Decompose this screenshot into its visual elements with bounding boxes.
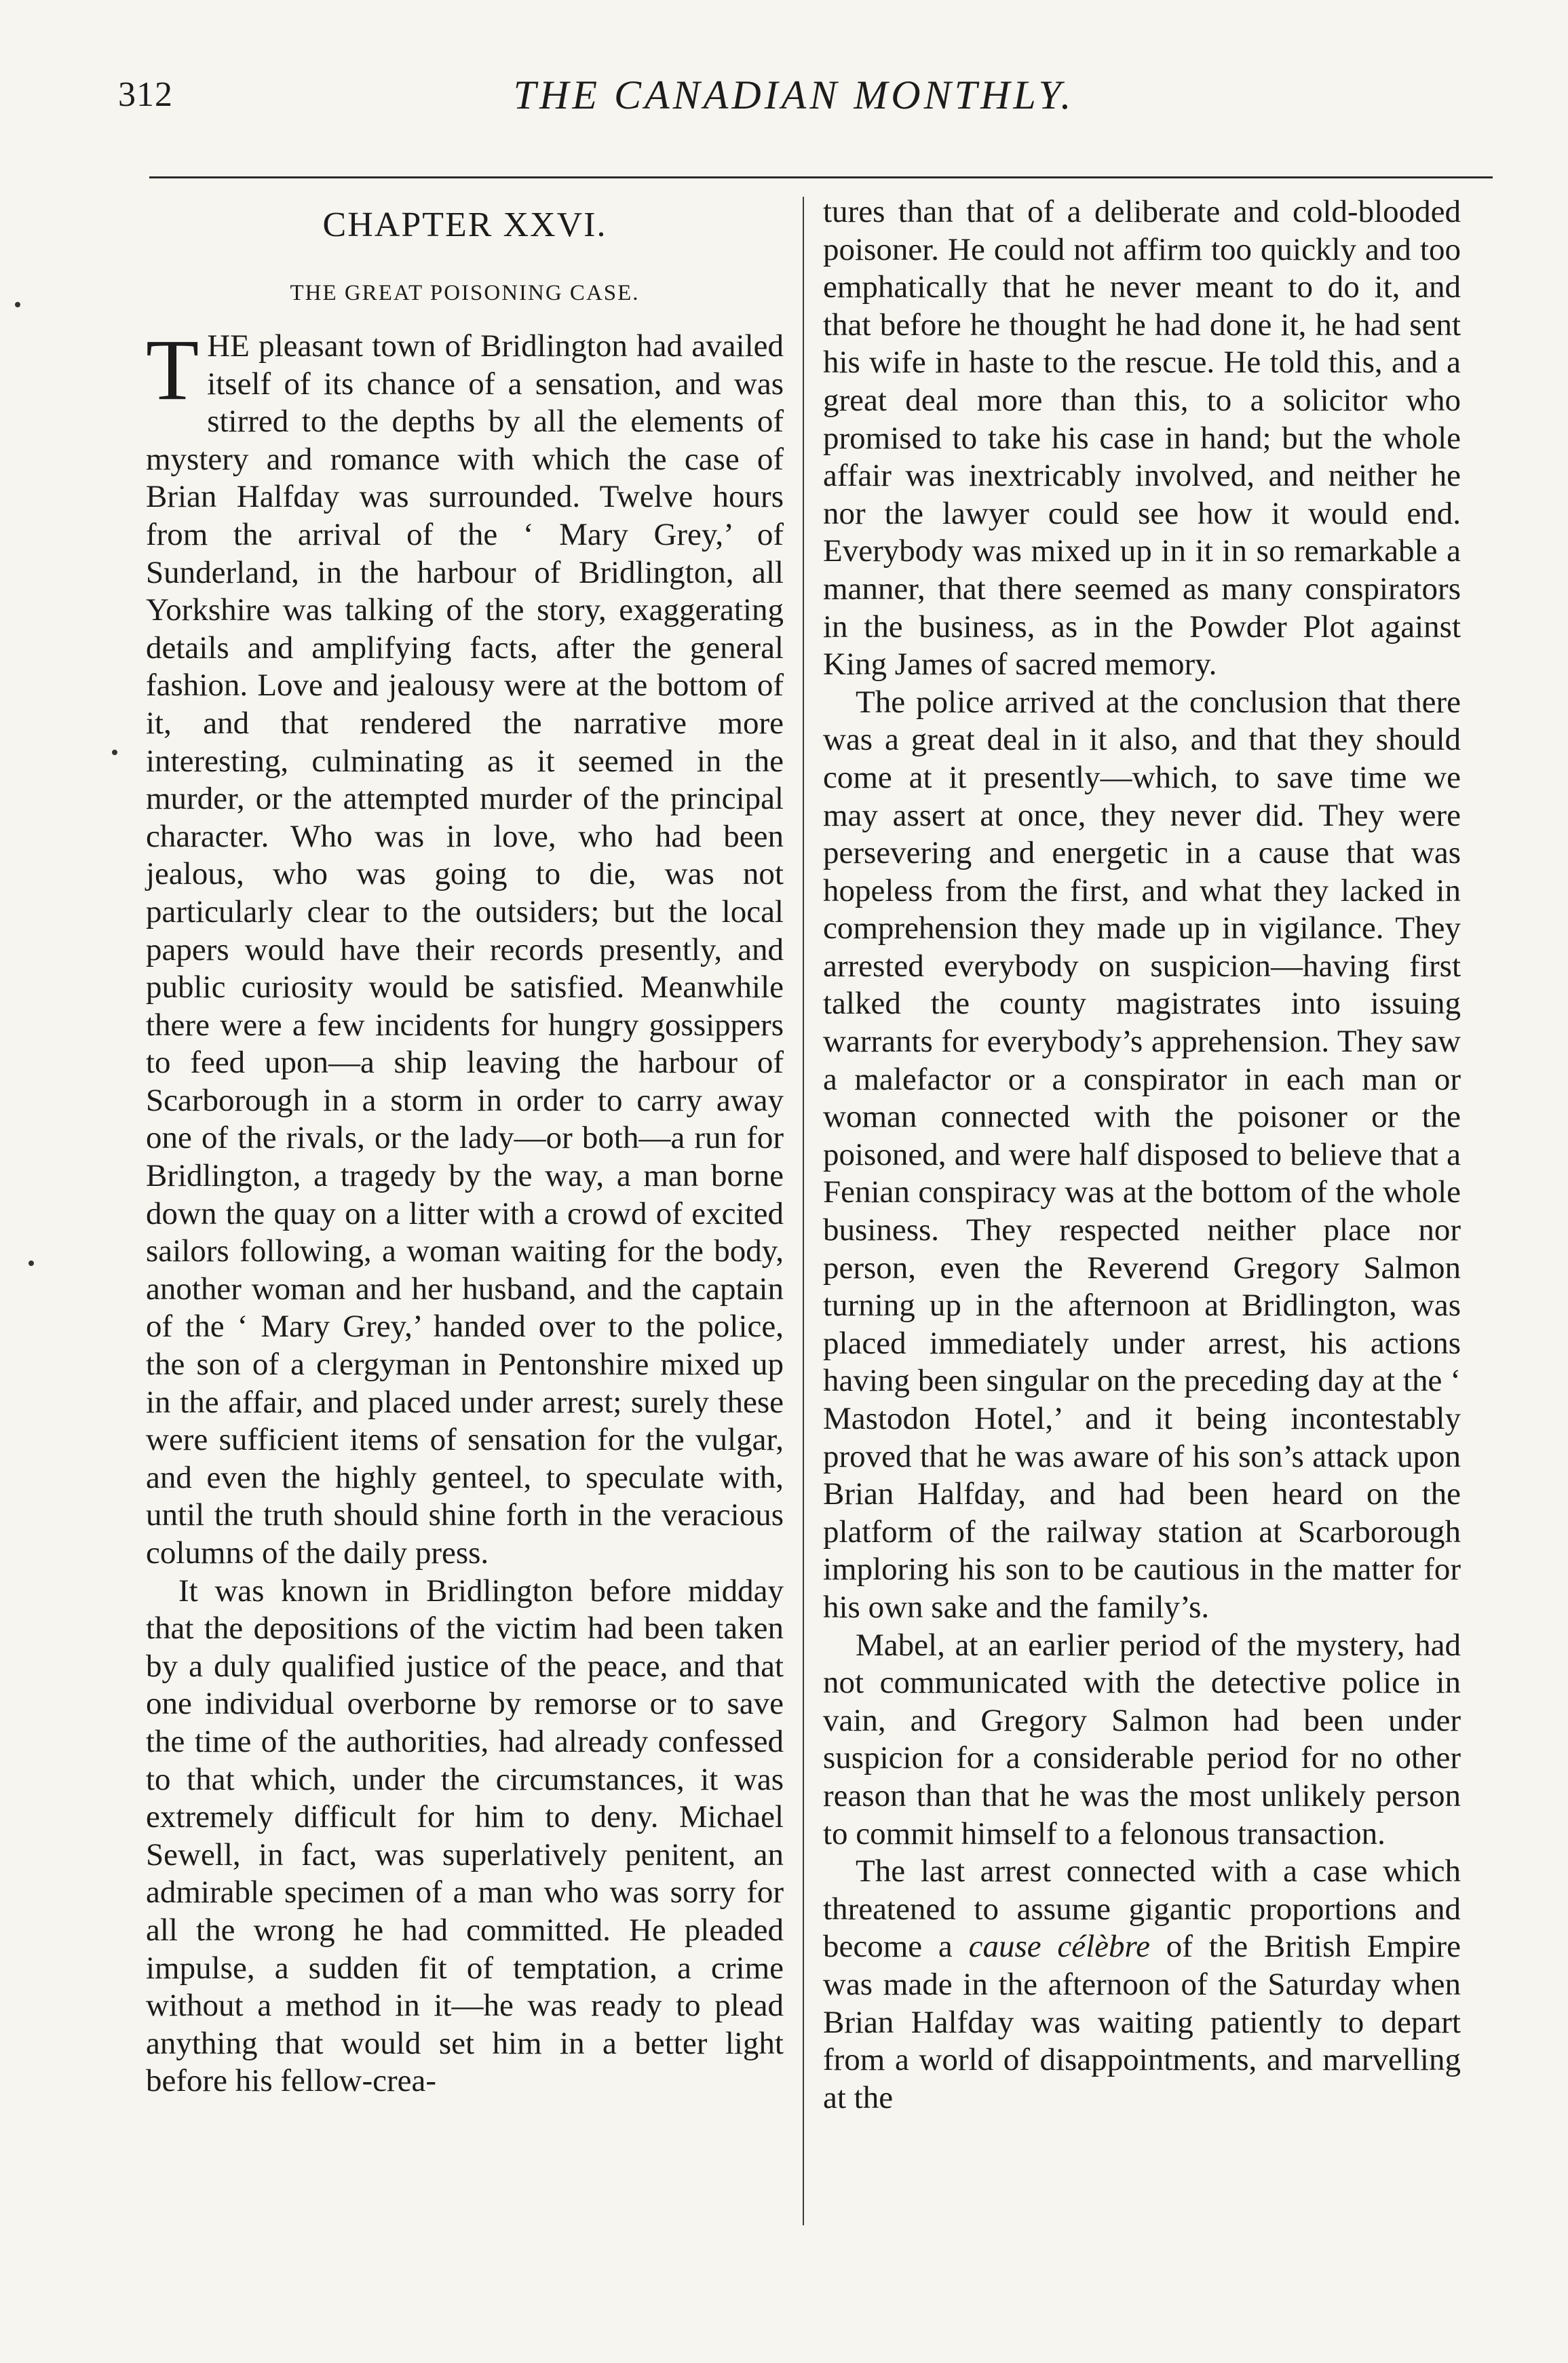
- paragraph-text: of the British Empire was made in the afternoon of the Saturday when Brian Halfday was waiting patiently to depart from a world of disappointments, and marvelling at the: [823, 1929, 1461, 2115]
- paragraph: [823, 1853, 1461, 2117]
- chapter-title: CHAPTER XXVI.: [322, 206, 607, 244]
- header-rule: [149, 176, 1493, 178]
- chapter-subtitle: THE GREAT POISONING CASE.: [290, 281, 640, 305]
- italic-phrase: cause célèbre: [968, 1929, 1150, 1965]
- paragraph: [146, 322, 784, 1573]
- print-speck: [15, 302, 20, 307]
- paragraph: It was known in Bridlington before midday that the depositions of the victim had been taken by a duly qualified justice of the peace, and that one individual overborne by remorse or to save the time of the authorities, had already confessed to that which, under the circumstances, it was extremely difficult for him to deny. Michael Sewell, in fact, was superlatively penitent, an admirable specimen of a man who was sorry for all the wrong he had committed. He pleaded impulse, a sudden fit of temptation, a crime without a method in it—he was ready to plead anything that would set him in a better light before his fellow-crea-: [146, 1573, 784, 2099]
- paragraph: tures than that of a deliberate and cold-blooded poisoner. He could not affirm too quickly and too emphatically that he never meant to do it, and that before he thought he had done it, he had sent his wife in haste to the rescue. He told this, and a great deal more than this, to a solicitor who promised to take his case in hand; but the whole affair was inextricably involved, and neither he nor the lawyer could see how it would end. Everybody was mixed up in it in so remarkable a manner, that there seemed as many conspirators in the business, as in the Powder Plot against King James of sacred memory.: [823, 194, 1461, 683]
- column-divider: [803, 197, 804, 2225]
- running-head: [102, 65, 1486, 126]
- paragraph: Mabel, at an earlier period of the mystery, had not communicated with the detective police in vain, and Gregory Salmon had been under suspicion for a considerable period for no other reason than that he was the most unlikely person to commit himself to a felonous transaction.: [823, 1627, 1461, 1851]
- left-column: [146, 193, 784, 2100]
- paragraph: The police arrived at the conclusion that there was a great deal in it also, and that they should come at it presently—which, to save time we may assert at once, they never did. They were persevering and energetic in a cause that was hopeless from the first, and what they lacked in comprehension they made up in vigilance. They arrested everybody on suspicion—having first talked the county magistrates into issuing warrants for everybody’s apprehension. They saw a malefactor or a conspirator in each man or woman connected with the poisoner or the poisoned, and were half disposed to believe that a Fenian conspiracy was at the bottom of the whole business. They respected neither place nor person, even the Reverend Gregory Salmon turning up in the afternoon at Bridlington, was placed immediately under arrest, his actions having been singular on the preceding day at the ‘ Mastodon Hotel,’ and it being incontestably proved that he was aware of his son’s attack upon Brian Halfday, and had been heard on the platform of the railway station at Scarborough imploring his son to be cautious in the matter for his own sake and the family’s.: [823, 684, 1461, 1625]
- paragraph-text: HE pleasant town of Bridlington had availed itself of its chance of a sensation, and was stirred to the depths by all the elements of mystery and romance with which the case of Brian Halfday was surrounded. Twelve hours from the arrival of the ‘ Mary Grey,’ of Sunderland, in the harbour of Bridlington, all Yorkshire was talking of the story, exaggerating details and amplifying facts, after the general fashion. Love and jealousy were at the bottom of it, and that rendered the narrative more interesting, culminating as it seemed in the murder, or the attempted murder of the principal character. Who was in love, who had been jealous, who was going to die, was not particularly clear to the outsiders; but the local papers would have their records presently, and public curiosity would be satisfied. Meanwhile there were a few incidents for hungry gossippers to feed upon—a ship leaving the harbour of Scarborough in a storm in order to carry away one of the rivals, or the lady—or both—a run for Bridlington, a tragedy by the way, a man borne down the quay on a litter with a crowd of excited sailors following, a woman waiting for the body, another woman and her husband, and the captain of the ‘ Mary Grey,’ handed over to the police, the son of a clergyman in Pentonshire mixed up in the affair, and placed under arrest; surely these were sufficient items of sensation for the vulgar, and even the highly genteel, to speculate with, until the truth should shine forth in the veracious columns of the daily press.: [146, 328, 784, 1571]
- paragraph-text: The last arrest connected with a case which threatened to assume gigantic proportions and become a: [823, 1853, 1461, 1965]
- right-column: [823, 193, 1461, 2117]
- print-speck: [28, 1261, 34, 1266]
- journal-title: THE CANADIAN MONTHLY.: [513, 73, 1075, 117]
- drop-cap: T: [146, 322, 199, 418]
- page-number: 312: [118, 75, 173, 114]
- print-speck: [112, 750, 117, 755]
